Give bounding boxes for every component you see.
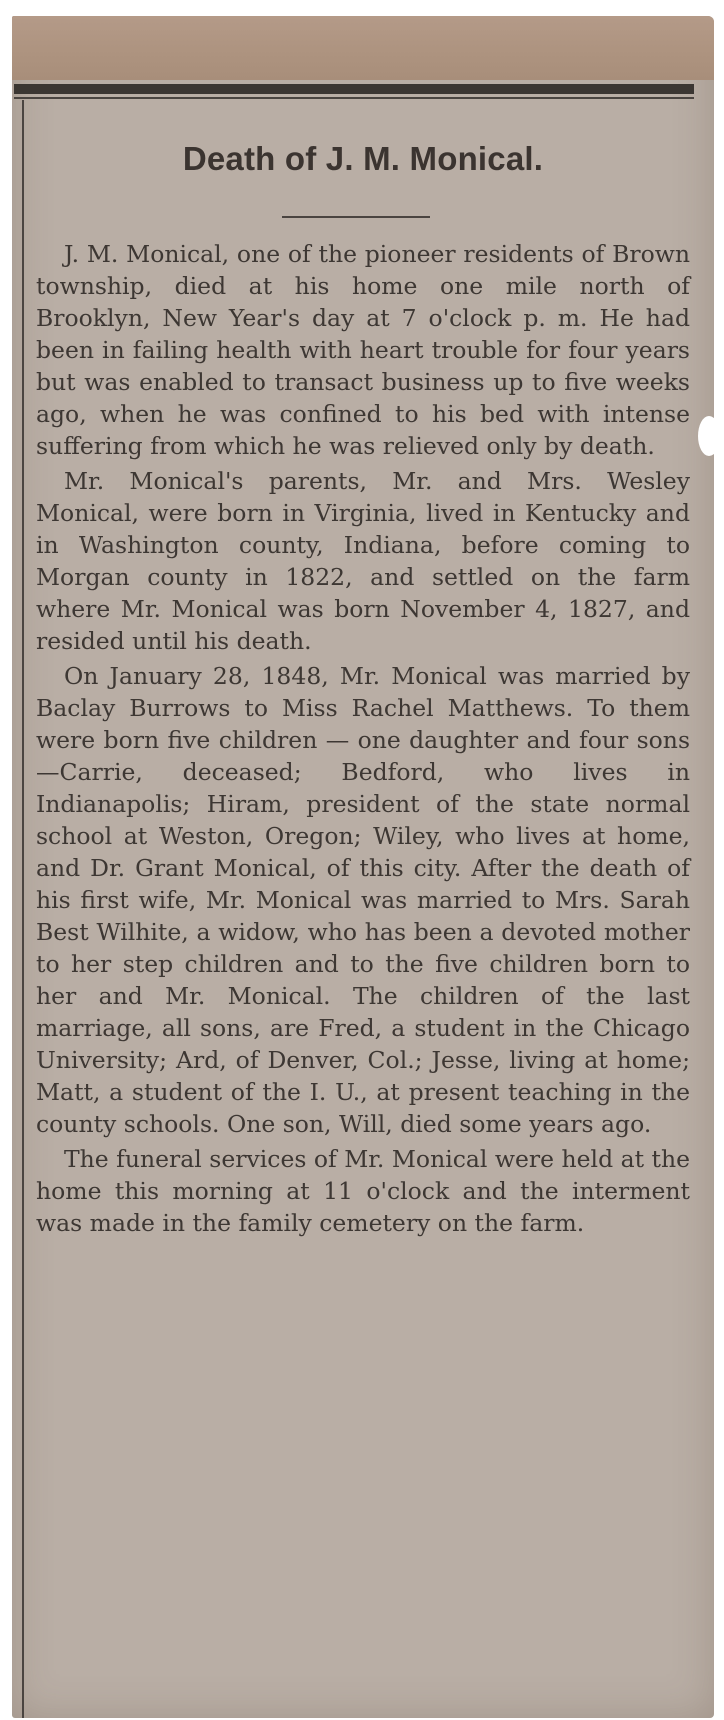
column-rule-thick (14, 84, 694, 94)
paper-hole (698, 416, 714, 456)
column-rule-thin (14, 97, 694, 99)
column-divider (22, 100, 24, 1718)
article-body (36, 238, 690, 1242)
newspaper-clipping (12, 16, 714, 1718)
tape-band (12, 16, 714, 80)
headline-divider (282, 216, 430, 218)
paragraph-4: The funeral services of Mr. Monical were held at the home this morning at 11 o'clock and the interment was made in the family cemetery on the farm. (36, 1145, 690, 1237)
paragraph-3: On January 28, 1848, Mr. Monical was married by Baclay Burrows to Miss Rachel Matthews. To them were born five children — one daughter and four sons—Carrie, deceased; Bedford, who lives in Indianapolis; Hiram, president of the state normal school at Weston, Oregon; Wiley, who lives at home, and Dr. Grant Monical, of this city. After the death of his first wife, Mr. Monical was married to Mrs. Sarah Best Wilhite, a widow, who has been a devoted mother to her step children and to the five children born to her and Mr. Monical. The children of the last marriage, all sons, are Fred, a student in the Chicago University; Ard, of Denver, Col.; Jesse, living at home; Matt, a student of the I. U., at present teaching in the county schools. One son, Will, died some years ago. (36, 662, 690, 1138)
headline: Death of J. M. Monical. (182, 140, 544, 177)
paragraph-1: J. M. Monical, one of the pioneer residents of Brown township, died at his home one mile north of Brooklyn, New Year's day at 7 o'clock p. m. He had been in failing health with heart trouble for four years but was enabled to transact business up to five weeks ago, when he was confined to his bed with intense suffering from which he was relieved only by death. (36, 240, 690, 460)
paragraph-2: Mr. Monical's parents, Mr. and Mrs. Wesley Monical, were born in Virginia, lived in Kentucky and in Washington county, Indiana, before coming to Morgan county in 1822, and settled on the farm where Mr. Monical was born November 4, 1827, and resided until his death. (36, 467, 690, 655)
